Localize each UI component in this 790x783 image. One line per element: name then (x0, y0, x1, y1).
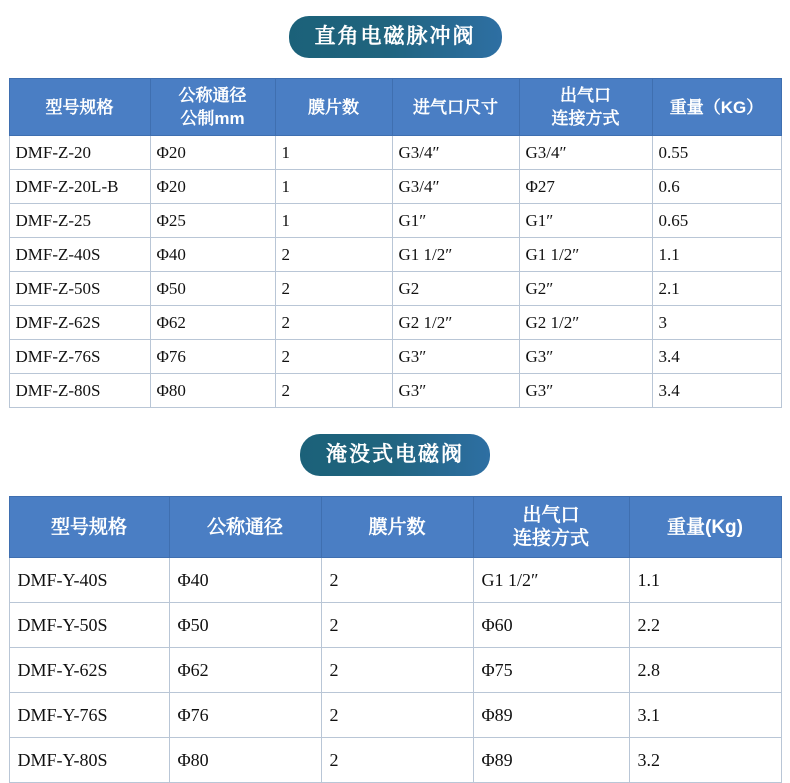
cell-weight: 3.2 (629, 738, 781, 783)
top-spacer (0, 0, 790, 16)
cell-model: DMF-Y-62S (9, 648, 169, 693)
cell-model: DMF-Y-80S (9, 738, 169, 783)
table-row (9, 558, 781, 603)
title-table-spacer (0, 476, 790, 496)
cell-model: DMF-Z-20 (9, 136, 150, 170)
cell-inlet-size: G3/4″ (392, 170, 519, 204)
cell-outlet-connection: G3″ (519, 374, 652, 408)
cell-inlet-size: G3″ (392, 374, 519, 408)
cell-weight: 3.4 (652, 374, 781, 408)
column-header-inlet-size: 进气口尺寸 (392, 79, 519, 136)
cell-model: DMF-Y-76S (9, 693, 169, 738)
cell-diaphragm-count: 2 (321, 558, 473, 603)
column-header-model: 型号规格 (9, 497, 169, 558)
cell-model: DMF-Y-50S (9, 603, 169, 648)
section-title-text: 淹没式电磁阀 (300, 434, 490, 476)
table-row (9, 306, 781, 340)
cell-weight: 0.55 (652, 136, 781, 170)
column-header-diaphragm-count: 膜片数 (321, 497, 473, 558)
cell-nominal-diameter: Φ76 (150, 340, 275, 374)
table-row (9, 136, 781, 170)
cell-outlet-connection: G1 1/2″ (519, 238, 652, 272)
cell-nominal-diameter: Φ20 (150, 136, 275, 170)
cell-diaphragm-count: 2 (275, 272, 392, 306)
cell-diaphragm-count: 2 (275, 306, 392, 340)
cell-diaphragm-count: 2 (321, 603, 473, 648)
cell-weight: 1.1 (652, 238, 781, 272)
title-table-spacer (0, 58, 790, 78)
cell-inlet-size: G2 1/2″ (392, 306, 519, 340)
cell-outlet-connection: Φ27 (519, 170, 652, 204)
table-row (9, 204, 781, 238)
table-row (9, 693, 781, 738)
table-row (9, 170, 781, 204)
cell-diaphragm-count: 2 (321, 738, 473, 783)
column-header-outlet-connection: 出气口 连接方式 (519, 79, 652, 136)
cell-outlet-connection: Φ89 (473, 738, 629, 783)
cell-outlet-connection: G1″ (519, 204, 652, 238)
cell-model: DMF-Z-80S (9, 374, 150, 408)
cell-weight: 2.8 (629, 648, 781, 693)
cell-outlet-connection: G2″ (519, 272, 652, 306)
cell-outlet-connection: Φ60 (473, 603, 629, 648)
cell-nominal-diameter: Φ76 (169, 693, 321, 738)
table-row (9, 238, 781, 272)
table-submerged-valve (9, 496, 782, 783)
table-submerged-valve-head (9, 497, 781, 558)
cell-diaphragm-count: 1 (275, 204, 392, 238)
cell-nominal-diameter: Φ80 (150, 374, 275, 408)
cell-diaphragm-count: 2 (275, 340, 392, 374)
table-row (9, 340, 781, 374)
cell-inlet-size: G3/4″ (392, 136, 519, 170)
cell-nominal-diameter: Φ50 (150, 272, 275, 306)
table-angle-valve-head (9, 79, 781, 136)
section-title-submerged-valve (0, 434, 790, 476)
table-row (9, 272, 781, 306)
cell-diaphragm-count: 2 (321, 693, 473, 738)
column-header-diaphragm-count: 膜片数 (275, 79, 392, 136)
column-header-weight: 重量（KG） (652, 79, 781, 136)
cell-nominal-diameter: Φ20 (150, 170, 275, 204)
cell-weight: 3 (652, 306, 781, 340)
cell-weight: 2.1 (652, 272, 781, 306)
cell-outlet-connection: G2 1/2″ (519, 306, 652, 340)
cell-weight: 0.6 (652, 170, 781, 204)
cell-model: DMF-Z-40S (9, 238, 150, 272)
table-row (9, 648, 781, 693)
cell-nominal-diameter: Φ40 (150, 238, 275, 272)
cell-diaphragm-count: 1 (275, 170, 392, 204)
cell-diaphragm-count: 2 (321, 648, 473, 693)
section-spacer (0, 408, 790, 434)
cell-model: DMF-Z-20L-B (9, 170, 150, 204)
table-row (9, 738, 781, 783)
cell-nominal-diameter: Φ50 (169, 603, 321, 648)
cell-model: DMF-Z-25 (9, 204, 150, 238)
cell-weight: 0.65 (652, 204, 781, 238)
cell-nominal-diameter: Φ80 (169, 738, 321, 783)
cell-outlet-connection: G3/4″ (519, 136, 652, 170)
cell-inlet-size: G3″ (392, 340, 519, 374)
cell-diaphragm-count: 2 (275, 374, 392, 408)
table-angle-valve-body (9, 136, 781, 408)
cell-nominal-diameter: Φ25 (150, 204, 275, 238)
column-header-nominal-diameter: 公称通径 (169, 497, 321, 558)
cell-outlet-connection: G3″ (519, 340, 652, 374)
cell-outlet-connection: Φ75 (473, 648, 629, 693)
column-header-weight: 重量(Kg) (629, 497, 781, 558)
cell-model: DMF-Y-40S (9, 558, 169, 603)
cell-inlet-size: G2 (392, 272, 519, 306)
cell-weight: 3.1 (629, 693, 781, 738)
cell-weight: 3.4 (652, 340, 781, 374)
cell-model: DMF-Z-76S (9, 340, 150, 374)
column-header-outlet-connection: 出气口 连接方式 (473, 497, 629, 558)
cell-outlet-connection: G1 1/2″ (473, 558, 629, 603)
cell-inlet-size: G1″ (392, 204, 519, 238)
table-submerged-valve-body (9, 558, 781, 783)
cell-model: DMF-Z-62S (9, 306, 150, 340)
cell-diaphragm-count: 2 (275, 238, 392, 272)
cell-nominal-diameter: Φ62 (150, 306, 275, 340)
section-title-angle-valve (0, 16, 790, 58)
cell-model: DMF-Z-50S (9, 272, 150, 306)
table-header-row (9, 497, 781, 558)
cell-weight: 1.1 (629, 558, 781, 603)
cell-inlet-size: G1 1/2″ (392, 238, 519, 272)
cell-nominal-diameter: Φ62 (169, 648, 321, 693)
cell-nominal-diameter: Φ40 (169, 558, 321, 603)
cell-outlet-connection: Φ89 (473, 693, 629, 738)
column-header-nominal-diameter: 公称通径 公制mm (150, 79, 275, 136)
section-title-text: 直角电磁脉冲阀 (289, 16, 502, 58)
table-angle-valve (9, 78, 782, 408)
cell-diaphragm-count: 1 (275, 136, 392, 170)
table-row (9, 603, 781, 648)
cell-weight: 2.2 (629, 603, 781, 648)
column-header-model: 型号规格 (9, 79, 150, 136)
table-header-row (9, 79, 781, 136)
table-row (9, 374, 781, 408)
